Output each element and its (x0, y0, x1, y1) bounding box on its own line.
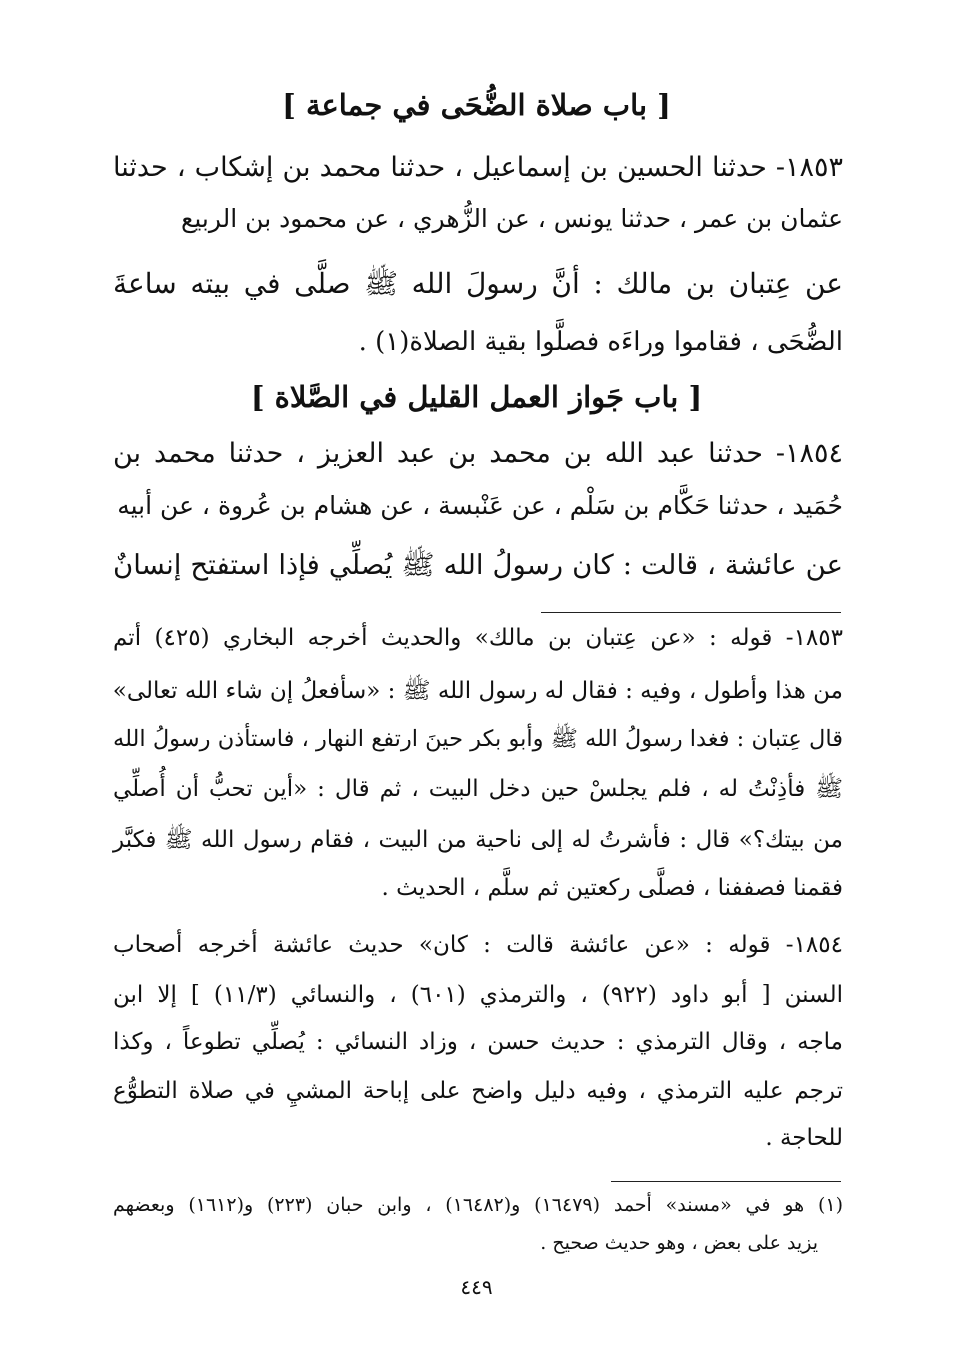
hadith-1854-line-1: ١٨٥٤- حدثنا عبد الله بن محمد بن عبد العزيز ، حدثنا محمد بن (113, 438, 843, 469)
hadith-1853-line-4: الضُّحَى ، فقاموا وراءَه فصلَّوا بقية الصلاة(١) . (358, 327, 843, 357)
commentary-1853-line-1: ١٨٥٣- قوله : «عن عِتبان بن مالك» والحديث أخرجه البخاري (٤٢٥) أتم (113, 625, 843, 651)
chapter-heading-duha: [ باب صلاة الضُّحَى في جماعة ] (282, 88, 671, 122)
chapter-heading-small-action: [ باب جَواز العمل القليل في الصَّلاة ] (250, 380, 703, 414)
commentary-1853-line-5: من بيتك؟» قال : فأشرتُ له إلى ناحية من البيت ، فقام رسول الله ﷺ فكبَّر (113, 827, 843, 853)
commentary-separator (541, 612, 841, 613)
commentary-1853-line-2: من هذا وأطول ، وفيه : فقال له رسول الله ﷺ : «سأفعلُ إن شاء الله تعالى» (112, 678, 843, 704)
commentary-1854-line-4: ترجم عليه الترمذي ، وفيه دليل واضح على إباحة المشيِ في صلاة التطوُّع (113, 1078, 843, 1104)
hadith-1854-line-3: عن عائشة ، قالت : كان رسولُ الله ﷺ يُصلِّي فإذا استفتح إنسانٌ (113, 549, 843, 581)
commentary-1853-line-6: فقمنا فصففنا ، فصلَّى ركعتين ثم سلَّم ، الحديث . (381, 875, 843, 901)
hadith-1853-line-2: عثمان بن عمر ، حدثنا يونس ، عن الزُّهري ، عن محمود بن الربيع (181, 204, 843, 233)
footnote-line-2: يزيد على بعض ، وهو حديث صحيح . (540, 1232, 818, 1254)
commentary-1854-line-1: ١٨٥٤- قوله : «عن عائشة قالت : كان» حديث عائشة أخرجه أصحاب (113, 932, 843, 958)
commentary-1854-line-2: السنن [ أبو داود (٩٢٢) ، والترمذي (٦٠١) ، والنسائي (١١/٣) ] إلا ابن (113, 982, 843, 1008)
hadith-1854-line-2: حُمَيد ، حدثنا حَكَّام بن سَلْم ، عن عَنْبسة ، عن هشام بن عُروة ، عن أبيه (117, 491, 843, 520)
commentary-1853-line-3: قال عِتبان : فغدا رسولُ الله ﷺ وأبو بكر حينَ ارتفع النهار ، فاستأذن رسولُ الله (113, 726, 843, 752)
page-number: ٤٤٩ (460, 1275, 493, 1299)
commentary-1854-line-3: ماجه ، وقال الترمذي : حديث حسن ، وزاد النسائي : يُصلِّي تطوعاً ، وكذا (113, 1029, 843, 1055)
hadith-1853-line-3: عن عِتبان بن مالك : أنَّ رسولَ الله ﷺ صلَّى في بيته ساعةَ (113, 267, 843, 300)
commentary-1853-line-4: ﷺ فأذِنْتُ له ، فلم يجلسْ حين دخل البيت ، ثم قال : «أين تحبُّ أن أُصلِّي (113, 776, 843, 802)
hadith-1853-line-1: ١٨٥٣- حدثنا الحسين بن إسماعيل ، حدثنا محمد بن إشكاب ، حدثنا (113, 152, 843, 183)
commentary-1854-line-5: للحاجة . (765, 1125, 843, 1151)
footnote-separator (611, 1181, 841, 1182)
footnote-line-1: (١) هو في «مسند» أحمد (١٦٤٧٩) و(١٦٤٨٢) ، وابن حبان (٢٢٣) و(١٦١٢) وبعضهم (113, 1194, 844, 1216)
